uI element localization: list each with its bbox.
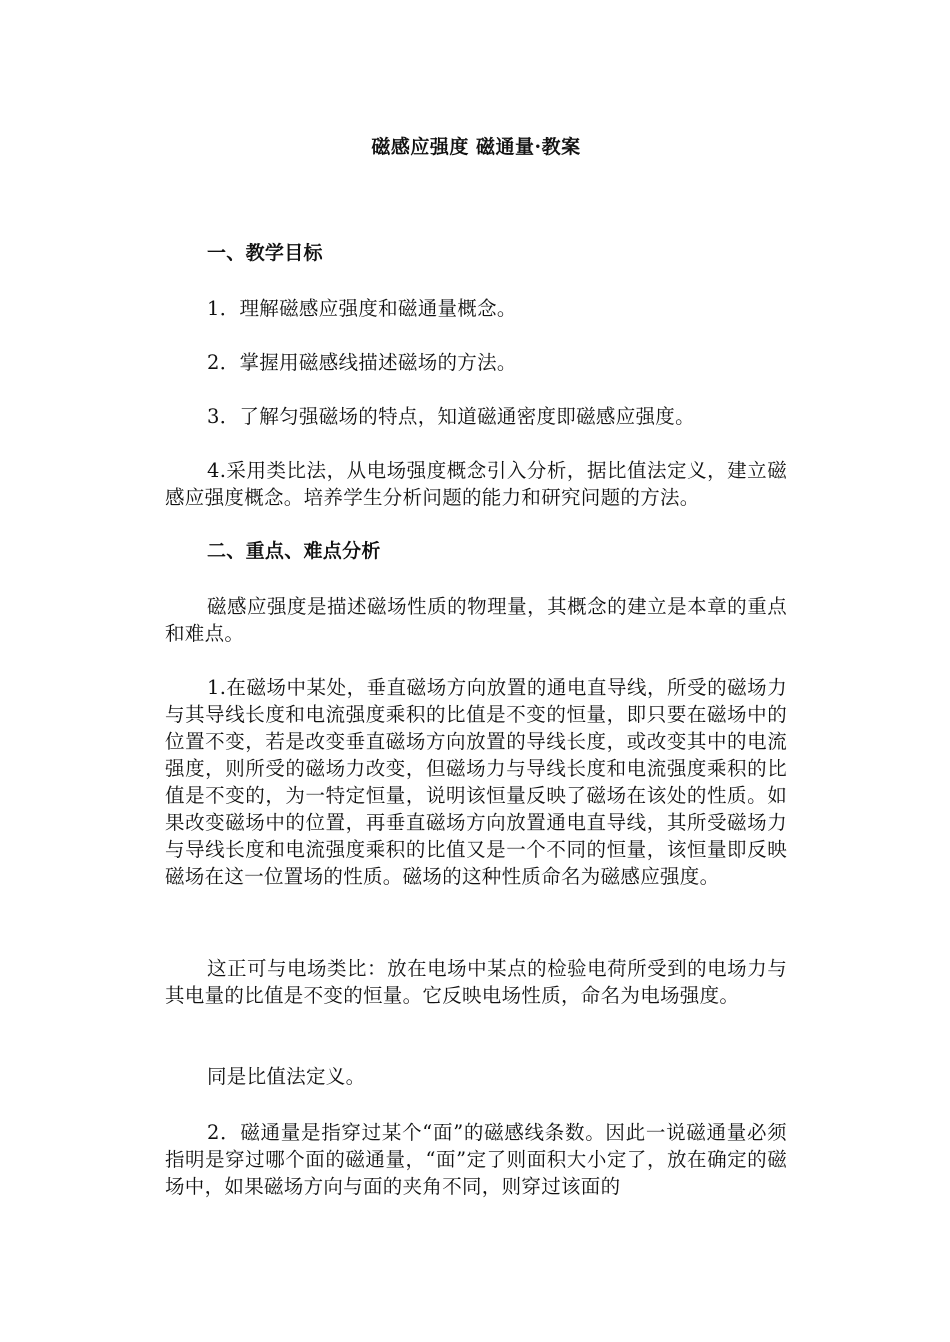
objective-item-2: 2．掌握用磁感线描述磁场的方法。	[207, 351, 517, 374]
paragraph-ratio-definition: 同是比值法定义。	[207, 1065, 366, 1088]
objective-item-1: 1．理解磁感应强度和磁通量概念。	[207, 297, 517, 320]
objective-item-4: 4.采用类比法，从电场强度概念引入分析，据比值法定义，建立磁感应强度概念。培养学生分析问题的能力和研究问题的方法。	[165, 459, 787, 509]
document-title: 磁感应强度 磁通量·教案	[371, 136, 581, 158]
paragraph-analogy: 这正可与电场类比：放在电场中某点的检验电荷所受到的电场力与其电量的比值是不变的恒量。它反映电场性质，命名为电场强度。	[165, 957, 787, 1007]
paragraph-intro: 磁感应强度是描述磁场性质的物理量，其概念的建立是本章的重点和难点。	[165, 595, 787, 645]
paragraph-point-1: 1.在磁场中某处，垂直磁场方向放置的通电直导线，所受的磁场力与其导线长度和电流强度乘积的比值是不变的恒量，即只要在磁场中的位置不变，若是改变垂直磁场方向放置的导线长度，或改变其中的电流强度，则所受的磁场力改变，但磁场力与导线长度和电流强度乘积的比值是不变的，为一特定恒量，说明该恒量反映了磁场在该处的性质。如果改变磁场中的位置，再垂直磁场方向放置通电直导线，其所受磁场力与导线长度和电流强度乘积的比值又是一个不同的恒量，该恒量即反映磁场在这一位置场的性质。磁场的这种性质命名为磁感应强度。	[165, 676, 787, 888]
section-heading-objectives: 一、教学目标	[207, 242, 323, 264]
section-heading-key-points: 二、重点、难点分析	[207, 540, 381, 562]
paragraph-point-2: 2．磁通量是指穿过某个“面”的磁感线条数。因此一说磁通量必须指明是穿过哪个面的磁通量，“面”定了则面积大小定了，放在确定的磁场中，如果磁场方向与面的夹角不同，则穿过该面的	[165, 1121, 787, 1198]
objective-item-3: 3．了解匀强磁场的特点，知道磁通密度即磁感应强度。	[207, 405, 695, 428]
